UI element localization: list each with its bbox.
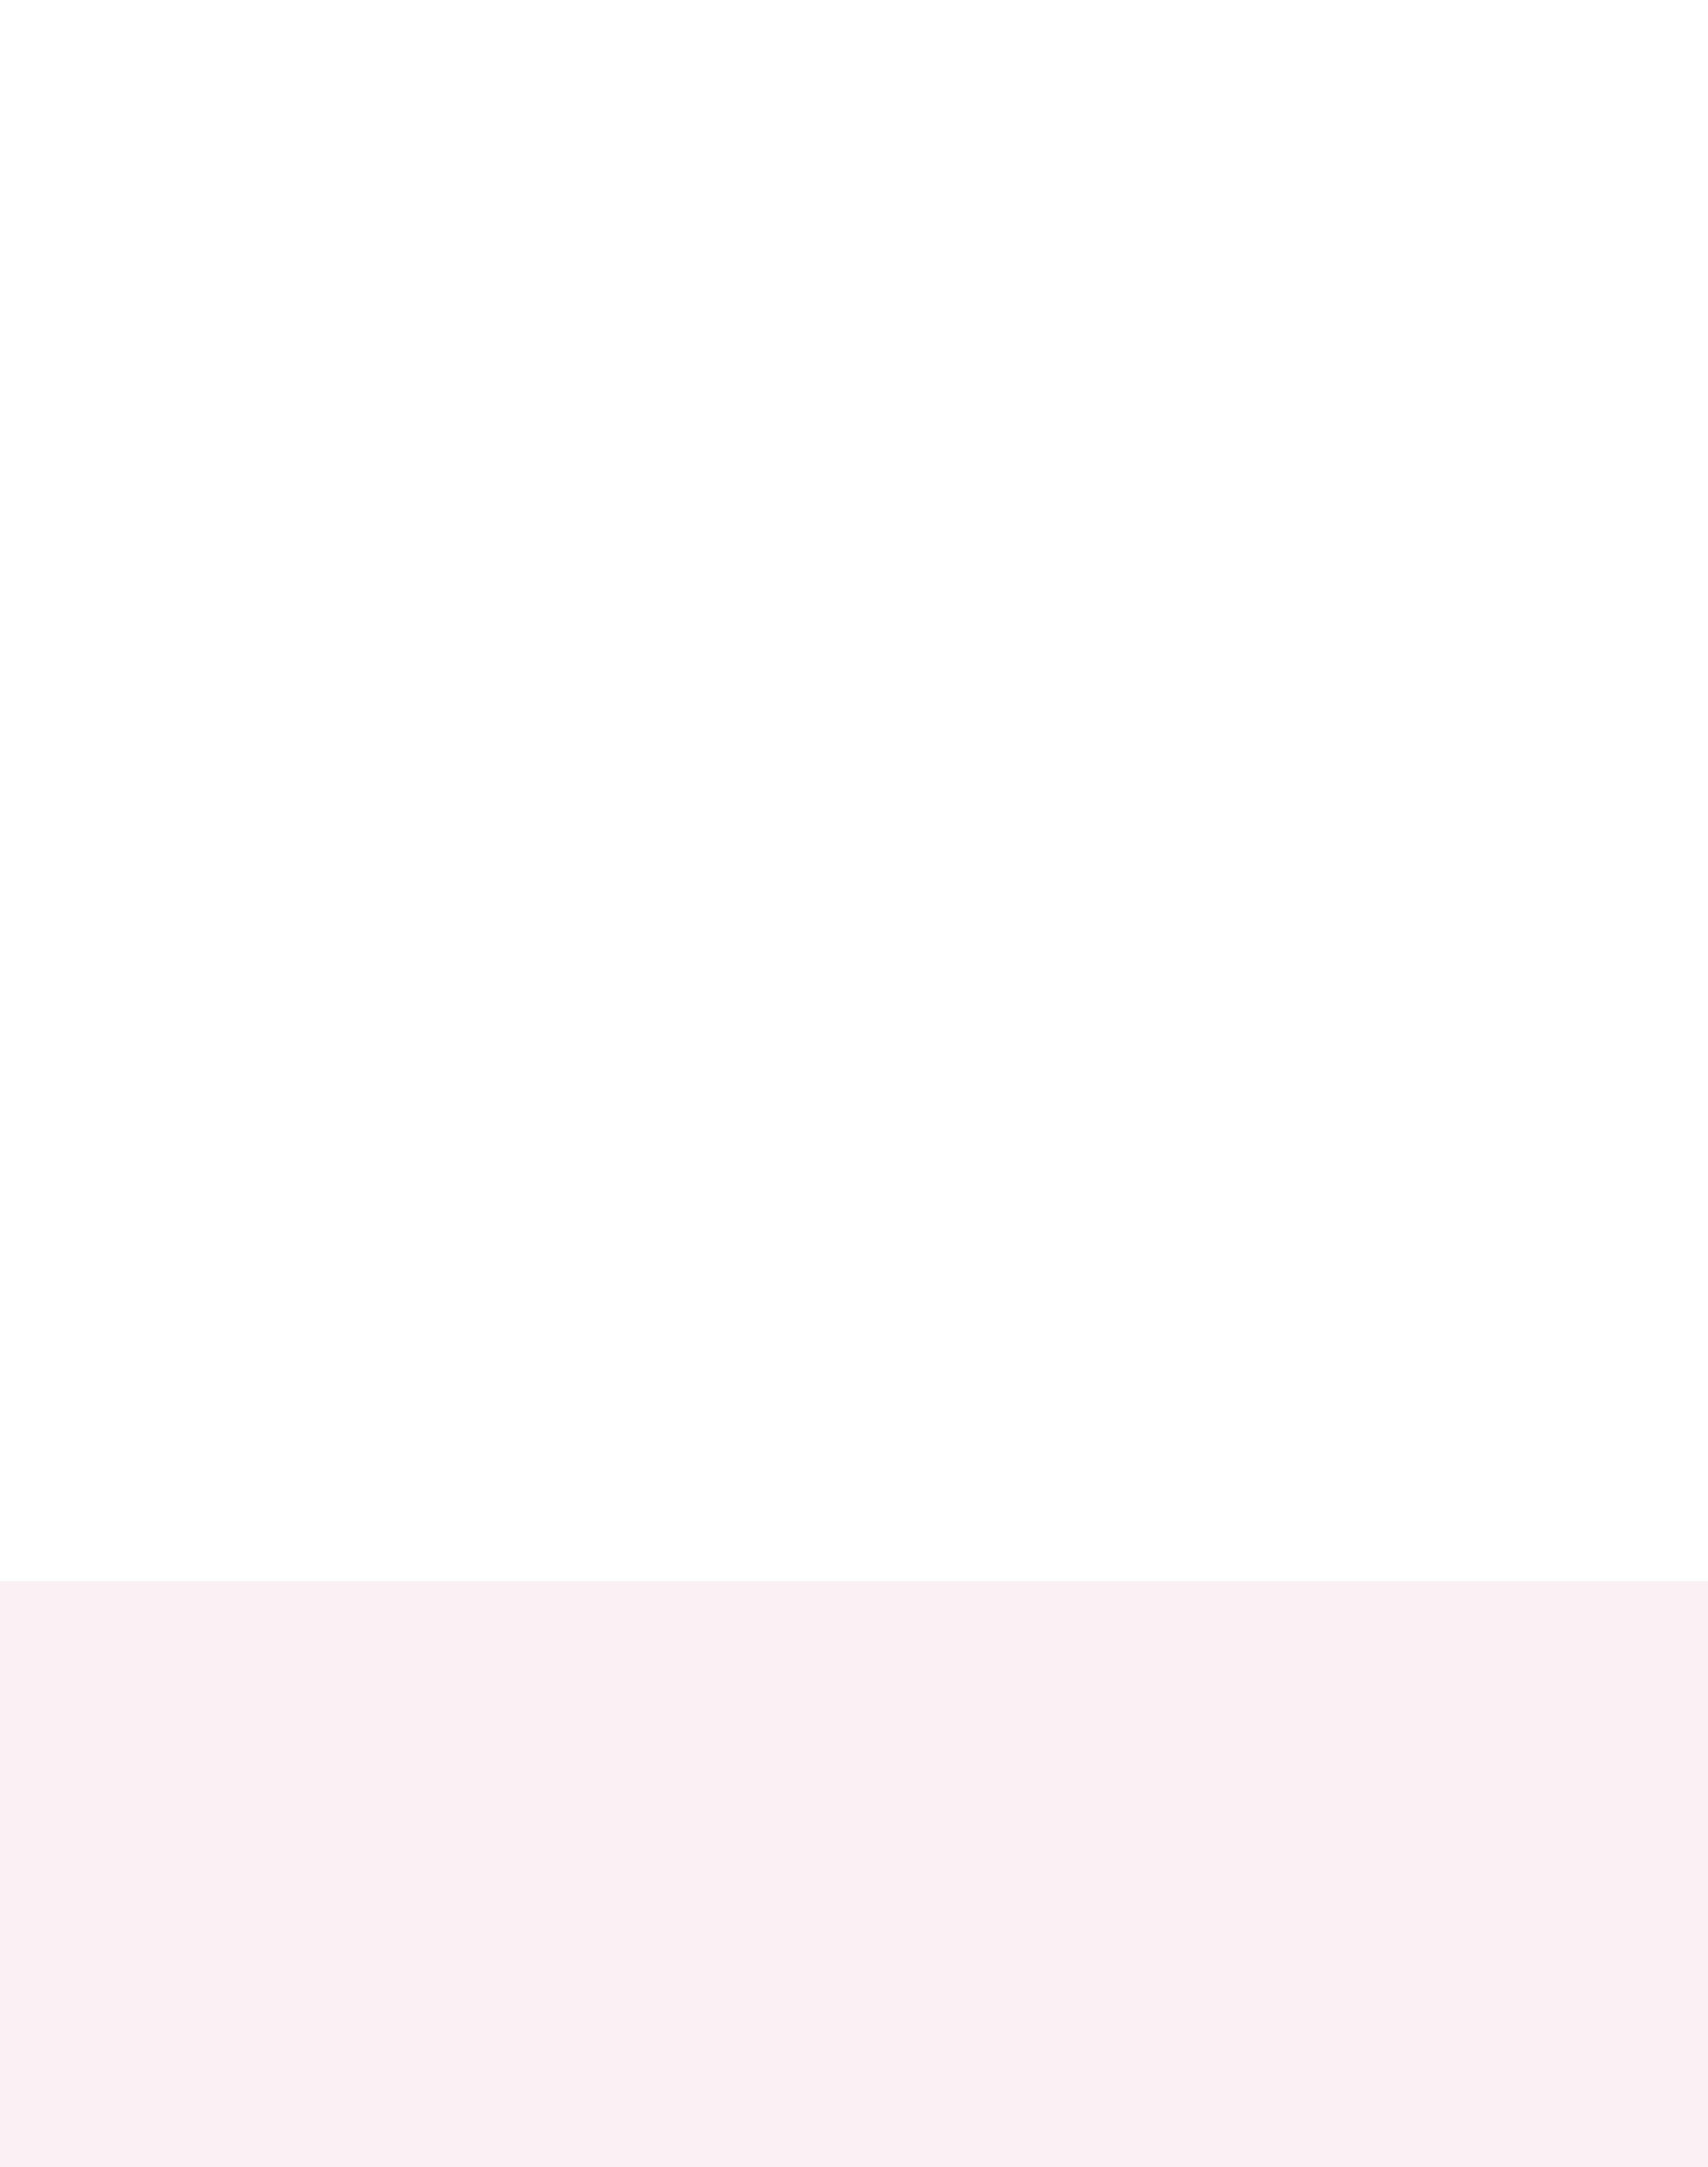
standard-features-section bbox=[0, 1210, 1708, 1583]
key-section bbox=[0, 1581, 1708, 2167]
table-header-row bbox=[0, 0, 1708, 98]
